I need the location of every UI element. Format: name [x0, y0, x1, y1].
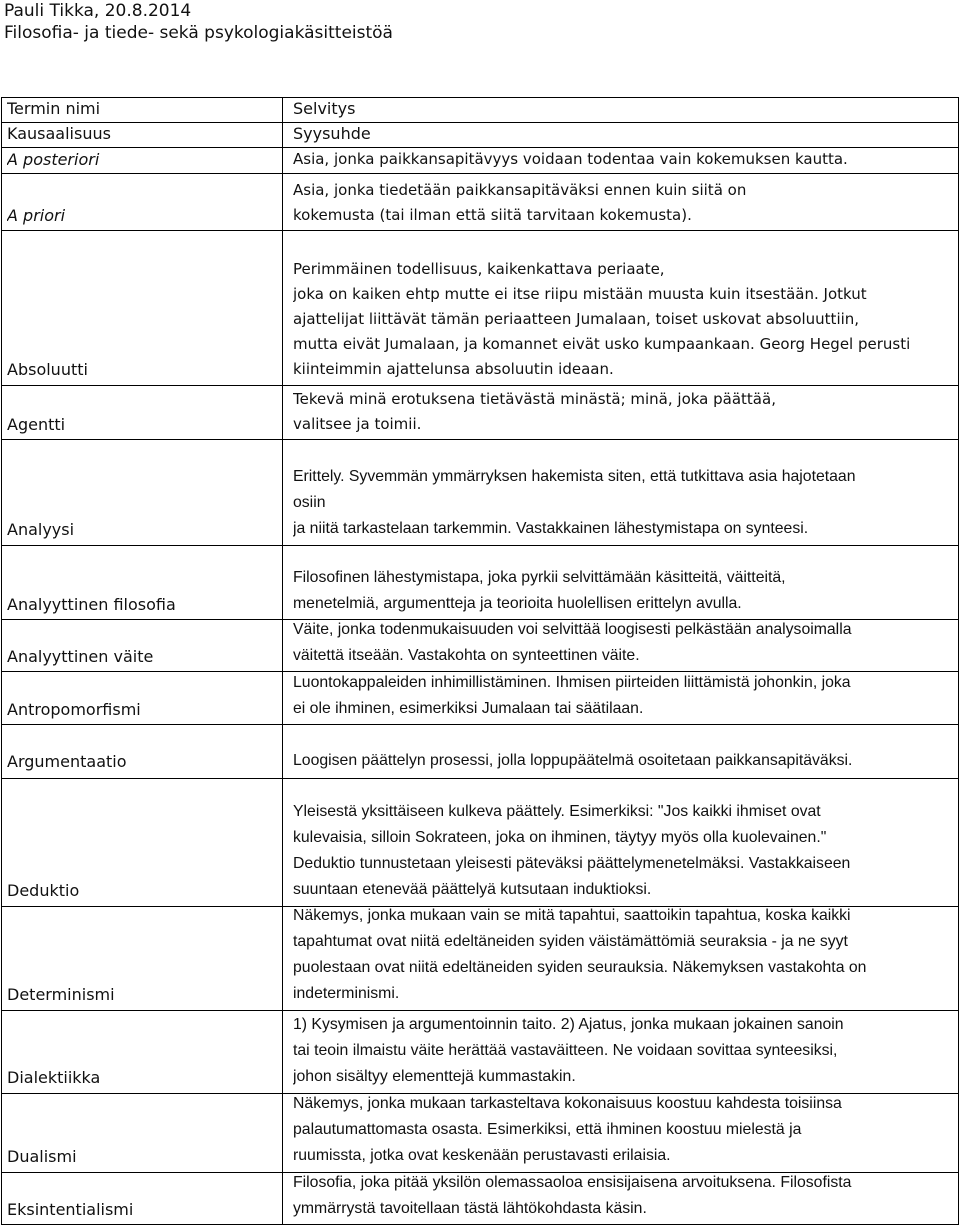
document-title: Filosofia- ja tiede- sekä psykologiakäsitteistöä: [4, 23, 393, 43]
glossary-table: [1, 97, 959, 1225]
definition-cell: [293, 799, 955, 903]
definition-line: Perimmäinen todellisuus, kaikenkattava periaate,: [293, 260, 665, 278]
definition-line: palautumattomasta osasta. Esimerkiksi, että ihminen koostuu mielestä ja: [293, 1121, 802, 1138]
definition-line: ja niitä tarkastelaan tarkemmin. Vastakkainen lähestymistapa on synteesi.: [293, 520, 809, 537]
definition-cell: [293, 565, 955, 617]
definition-line: Asia, jonka tiedetään paikkansapitäväksi ennen kuin siitä on: [293, 181, 747, 199]
table-row: [2, 148, 958, 174]
column-header-term: Termin nimi: [7, 99, 101, 118]
table-row: [2, 907, 958, 1011]
term-cell: Analyyttinen filosofia: [7, 595, 176, 614]
column-header-definition: Selvitys: [293, 99, 356, 118]
definition-line: väitettä itseään. Vastakohta on synteettinen väite.: [293, 647, 640, 664]
term-cell: A priori: [7, 206, 66, 225]
definition-cell: [293, 464, 955, 542]
table-header-row: [2, 98, 958, 123]
document-header: [4, 0, 504, 44]
definition-line: tai teoin ilmaistu väite herättää vastaväitteen. Ne voidaan sovittaa synteesiksi,: [293, 1042, 838, 1059]
table-row: [2, 1094, 958, 1173]
term-cell: Eksintentialismi: [7, 1200, 134, 1219]
definition-cell: [293, 748, 955, 774]
definition-line: 1) Kysymisen ja argumentoinnin taito. 2) Ajatus, jonka mukaan jokainen sanoin: [293, 1016, 844, 1033]
definition-line: mutta eivät Jumalaan, ja komannet eivät usko kumpaankaan. Georg Hegel perusti: [293, 335, 911, 353]
definition-line: Loogisen päättelyn prosessi, jolla loppupäätelmä osoitetaan paikkansapitäväksi.: [293, 752, 853, 769]
term-cell: Agentti: [7, 415, 66, 434]
definition-cell: [293, 387, 955, 437]
definition-line: puolestaan ovat niitä edeltäneiden syiden seurauksia. Näkemyksen vastakohta on: [293, 959, 867, 976]
definition-line: Syysuhde: [293, 124, 371, 143]
definition-cell: [293, 1091, 955, 1169]
term-cell: Analyyttinen väite: [7, 647, 154, 666]
definition-line: valitsee ja toimii.: [293, 415, 422, 433]
definition-line: Filosofia, joka pitää yksilön olemassaoloa ensisijaisena arvoituksena. Filosofista: [293, 1174, 852, 1191]
term-cell: Deduktio: [7, 881, 80, 900]
table-row: [2, 725, 958, 779]
definition-line: Näkemys, jonka mukaan vain se mitä tapahtui, saattoikin tapahtua, koska kaikki: [293, 907, 851, 924]
definition-line: Filosofinen lähestymistapa, joka pyrkii selvittämään käsitteitä, väitteitä,: [293, 569, 786, 586]
definition-line: Näkemys, jonka mukaan tarkasteltava kokonaisuus koostuu kahdesta toisiinsa: [293, 1095, 842, 1112]
definition-line: indeterminismi.: [293, 985, 400, 1002]
definition-line: ymmärrystä tavoitellaan tästä lähtökohdasta käsin.: [293, 1200, 647, 1217]
definition-line: osiin: [293, 494, 326, 511]
definition-line: Tekevä minä erotuksena tietävästä minästä; minä, joka päättää,: [293, 390, 776, 408]
table-row: [2, 231, 958, 386]
table-row: [2, 779, 958, 907]
definition-line: Väite, jonka todenmukaisuuden voi selvittää loogisesti pelkästään analysoimalla: [293, 621, 852, 638]
table-row: [2, 546, 958, 620]
definition-line: ajattelijat liittävät tämän periaatteen Jumalaan, toiset uskovat absoluuttiin,: [293, 310, 860, 328]
definition-line: kiinteimmin ajattelunsa absoluutin ideaan.: [293, 360, 614, 378]
definition-cell: [293, 178, 955, 228]
definition-cell: [293, 1012, 955, 1090]
table-row: [2, 1173, 958, 1226]
definition-line: Deduktio tunnustetaan yleisesti päteväksi päättelymenetelmäksi. Vastakkaiseen: [293, 855, 851, 872]
definition-cell: [293, 670, 955, 722]
definition-cell: [293, 617, 955, 669]
definition-line: Luontokappaleiden inhimillistäminen. Ihmisen piirteiden liittämistä johonkin, joka: [293, 674, 851, 691]
definition-cell: [293, 122, 955, 146]
term-cell: A posteriori: [7, 150, 100, 169]
author-date: Pauli Tikka, 20.8.2014: [4, 1, 192, 21]
term-cell: Absoluutti: [7, 360, 88, 379]
table-row: [2, 123, 958, 148]
definition-line: menetelmiä, argumentteja ja teorioita huolellisen erittelyn avulla.: [293, 595, 742, 612]
term-cell: Dialektiikka: [7, 1068, 101, 1087]
term-cell: Determinismi: [7, 985, 115, 1004]
definition-line: tapahtumat ovat niitä edeltäneiden syiden väistämättömiä seuraksia - ja ne syyt: [293, 933, 848, 950]
table-row: [2, 440, 958, 546]
term-cell: Antropomorfismi: [7, 700, 141, 719]
table-row: [2, 672, 958, 725]
table-row: [2, 174, 958, 231]
term-cell: Argumentaatio: [7, 752, 127, 771]
definition-cell: [293, 257, 955, 382]
definition-cell: [293, 1170, 955, 1222]
definition-line: Erittely. Syvemmän ymmärryksen hakemista siten, että tutkittava asia hajotetaan: [293, 468, 856, 485]
definition-line: Asia, jonka paikkansapitävyys voidaan todentaa vain kokemuksen kautta.: [293, 150, 848, 168]
definition-line: ei ole ihminen, esimerkiksi Jumalaan tai säätilaan.: [293, 700, 644, 717]
table-row: [2, 620, 958, 672]
definition-cell: [293, 903, 955, 1007]
definition-line: ruumissta, jotka ovat keskenään perustavasti erilaisia.: [293, 1147, 671, 1164]
definition-line: johon sisältyy elementtejä kummastakin.: [293, 1068, 576, 1085]
term-cell: Kausaalisuus: [7, 124, 111, 143]
definition-line: joka on kaiken ehtp mutte ei itse riipu mistään muusta kuin itsestään. Jotkut: [293, 285, 867, 303]
definition-line: Yleisestä yksittäiseen kulkeva päättely. Esimerkiksi: "Jos kaikki ihmiset ovat: [293, 803, 821, 820]
definition-line: suuntaan etenevää päättelyä kutsutaan induktioksi.: [293, 881, 652, 898]
definition-cell: [293, 147, 955, 172]
definition-line: kokemusta (tai ilman että siitä tarvitaan kokemusta).: [293, 206, 692, 224]
term-cell: Dualismi: [7, 1147, 77, 1166]
table-row: [2, 386, 958, 440]
table-row: [2, 1011, 958, 1094]
term-cell: Analyysi: [7, 520, 75, 539]
definition-line: kulevaisia, silloin Sokrateen, joka on ihminen, täytyy myös olla kuolevainen.": [293, 829, 827, 846]
